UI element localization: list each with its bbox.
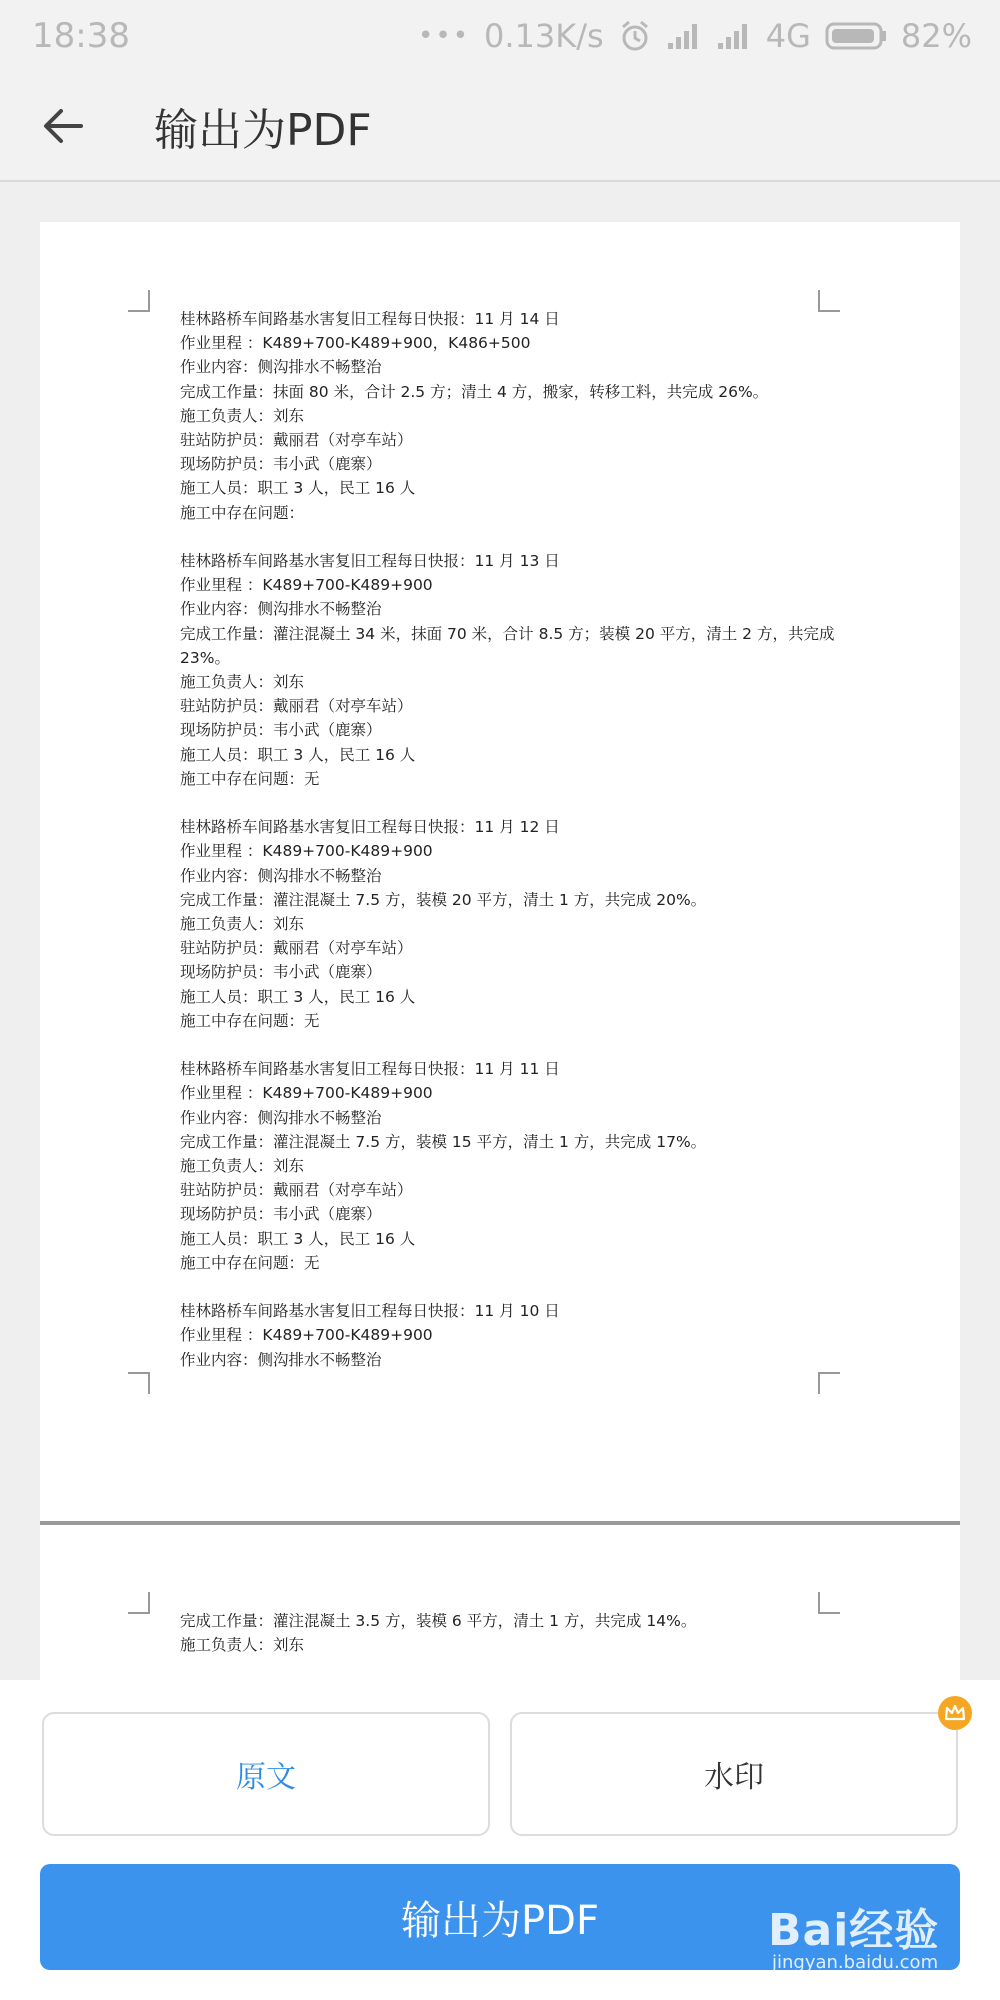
document-line: 作业内容：侧沟排水不畅整治 (180, 866, 382, 885)
signal-icon (666, 21, 702, 51)
back-button[interactable] (0, 71, 126, 181)
document-line: 作业里程 ：K489+700-K489+900，K486+500 (180, 334, 531, 353)
status-bar (0, 0, 1000, 72)
document-line: 作业内容：侧沟排水不畅整治 (180, 600, 382, 619)
blank-line (180, 1033, 880, 1057)
document-line: 作业内容：侧沟排水不畅整治 (180, 358, 382, 377)
document-line: 完成工作量：灌注混凝土 7.5 方，装模 20 平方，清土 1 方，共完成 20%。 (180, 890, 707, 909)
document-line: 现场防护员：韦小武（鹿寨） (180, 1205, 382, 1224)
document-line: 作业内容：侧沟排水不畅整治 (180, 1108, 382, 1127)
document-line: 23%。 (180, 648, 230, 667)
watermark-brand: Bai经验 (768, 1905, 940, 1956)
document-line: 现场防护员：韦小武（鹿寨） (180, 455, 382, 474)
more-dots: ••• (418, 21, 471, 51)
status-icons (418, 17, 972, 55)
document-line: 作业里程 ：K489+700-K489+900 (180, 1084, 433, 1103)
crop-mark (818, 1372, 840, 1394)
app-bar (0, 72, 1000, 182)
export-pdf-button[interactable]: 输出为PDF (40, 1864, 960, 1970)
network-speed: 0.13K/s (484, 17, 604, 55)
alarm-icon (618, 19, 652, 53)
battery-level: 82% (900, 17, 972, 55)
document-line: 施工人员：职工 3 人，民工 16 人 (180, 745, 416, 764)
baidu-jingyan-watermark (760, 1860, 980, 1980)
document-line: 施工中存在问题：无 (180, 1253, 320, 1272)
document-line: 施工负责人：刘东 (180, 1636, 305, 1655)
document-line: 桂林路桥车间路基水害复旧工程每日快报：11 月 12 日 (180, 818, 560, 837)
document-line: 现场防护员：韦小武（鹿寨） (180, 963, 382, 982)
network-type: 4G (765, 17, 811, 55)
document-line: 桂林路桥车间路基水害复旧工程每日快报：11 月 10 日 (180, 1302, 560, 1321)
document-line: 驻站防护员：戴丽君（对亭车站） (180, 939, 413, 958)
document-line: 完成工作量：抹面 80 米，合计 2.5 方；清土 4 方，搬家，转移工料，共完成 26%。 (180, 382, 769, 401)
pdf-page-1 (40, 222, 960, 1522)
crown-icon (938, 1696, 972, 1730)
document-line: 施工负责人：刘东 (180, 406, 305, 425)
original-option-button[interactable]: 原文 (42, 1712, 490, 1836)
watermark-option-button[interactable]: 水印 (510, 1712, 958, 1836)
document-line: 作业内容：侧沟排水不畅整治 (180, 1350, 382, 1369)
arrow-left-icon (41, 106, 85, 146)
document-line: 驻站防护员：戴丽君（对亭车站） (180, 697, 413, 716)
blank-line (180, 525, 880, 549)
document-line: 驻站防护员：戴丽君（对亭车站） (180, 1181, 413, 1200)
pdf-preview[interactable] (0, 184, 1000, 1680)
watermark-url: jingyan.baidu.com (772, 1952, 939, 1973)
page-1-text (180, 307, 880, 1372)
document-line: 现场防护员：韦小武（鹿寨） (180, 721, 382, 740)
document-line: 作业里程 ：K489+700-K489+900 (180, 1326, 433, 1345)
document-line: 完成工作量：灌注混凝土 3.5 方，装模 6 平方，清土 1 方，共完成 14%。 (180, 1612, 697, 1630)
crop-mark (128, 1372, 150, 1394)
document-line: 完成工作量：灌注混凝土 7.5 方，装模 15 平方，清土 1 方，共完成 17%。 (180, 1132, 707, 1151)
page-title: 输出为PDF (154, 105, 372, 156)
document-line: 施工人员：职工 3 人，民工 16 人 (180, 987, 416, 1006)
pdf-page-2 (40, 1525, 960, 1680)
document-line: 驻站防护员：戴丽君（对亭车站） (180, 431, 413, 450)
document-line: 作业里程 ：K489+700-K489+900 (180, 576, 433, 595)
blank-line (180, 791, 880, 815)
document-line: 完成工作量：灌注混凝土 34 米，抹面 70 米，合计 8.5 方；装模 20 平方，清土 2 方，共完成 (180, 624, 835, 643)
signal-4g-icon (716, 21, 752, 51)
document-line: 施工中存在问题：无 (180, 1011, 320, 1030)
document-line: 施工中存在问题：无 (180, 769, 320, 788)
document-line: 施工人员：职工 3 人，民工 16 人 (180, 1229, 416, 1248)
status-time: 18:38 (32, 16, 130, 56)
blank-line (180, 1275, 880, 1299)
page-2-text (180, 1609, 880, 1657)
crop-mark (128, 1592, 150, 1614)
document-line: 桂林路桥车间路基水害复旧工程每日快报：11 月 13 日 (180, 552, 560, 571)
document-line: 施工中存在问题： (180, 503, 305, 522)
crop-mark (128, 290, 150, 312)
battery-icon (825, 21, 887, 51)
document-line: 施工负责人：刘东 (180, 915, 305, 934)
document-line: 施工负责人：刘东 (180, 1157, 305, 1176)
document-line: 施工负责人：刘东 (180, 673, 305, 692)
document-line: 桂林路桥车间路基水害复旧工程每日快报：11 月 11 日 (180, 1060, 560, 1079)
document-line: 桂林路桥车间路基水害复旧工程每日快报：11 月 14 日 (180, 310, 560, 328)
document-line: 作业里程 ：K489+700-K489+900 (180, 842, 433, 861)
document-line: 施工人员：职工 3 人，民工 16 人 (180, 479, 416, 498)
